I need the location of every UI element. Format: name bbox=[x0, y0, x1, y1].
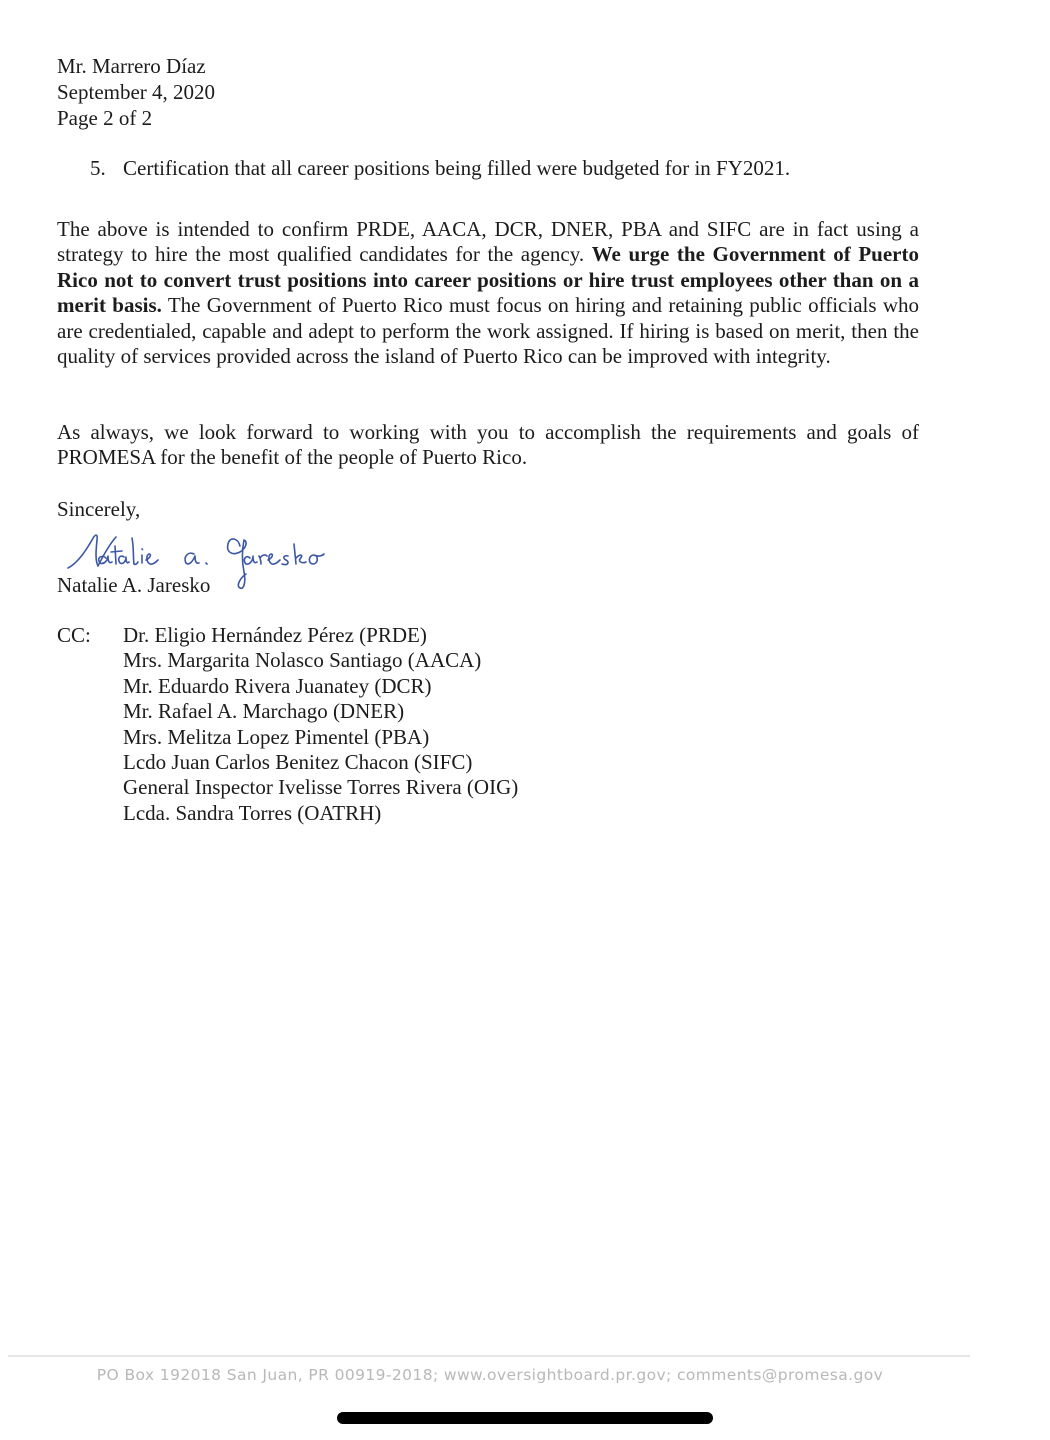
body-paragraph-1 bbox=[57, 217, 919, 369]
cc-recipient: Mr. Eduardo Rivera Juanatey (DCR) bbox=[123, 673, 432, 698]
paragraph1-intro: The above is intended to confirm PRDE, AACA, DCR, DNER, PBA and SIFC are in fact using a strategy to hire the most qualified candidates for the agency. bbox=[57, 217, 919, 267]
cc-recipient: Dr. Eligio Hernández Pérez (PRDE) bbox=[123, 623, 427, 647]
footer-contact-line: PO Box 192018 San Juan, PR 00919-2018; www.oversightboard.pr.gov; comments@promesa.gov bbox=[96, 1366, 884, 1384]
body-paragraph-2: As always, we look forward to working with you to accomplish the requirements and goals of PROMESA for the benefit of the people of Puerto Rico. bbox=[57, 420, 919, 470]
closing-salutation: Sincerely, bbox=[57, 497, 141, 521]
page-number: Page 2 of 2 bbox=[57, 106, 153, 130]
cc-recipient: Lcda. Sandra Torres (OATRH) bbox=[123, 800, 382, 825]
list-item-text: Certification that all career positions being filled were budgeted for in FY2021. bbox=[123, 156, 791, 180]
cc-recipient-list bbox=[123, 623, 518, 826]
letter-date: September 4, 2020 bbox=[57, 80, 216, 104]
footer-divider bbox=[8, 1355, 970, 1357]
cc-recipient: General Inspector Ivelisse Torres Rivera (OIG) bbox=[123, 775, 519, 800]
numbered-list-item bbox=[90, 155, 790, 181]
paragraph1-rest: The Government of Puerto Rico must focus on hiring and retaining public officials who are credentialed, capable and adept to perform the work assigned. If hiring is based on merit, then the quality of services provided across the island of Puerto Rico can be improved with integrity. bbox=[57, 293, 920, 369]
paragraph1-bold-statement: We urge the Government of Puerto Rico not to convert trust positions into career positions or hire trust employees other than on a merit basis. bbox=[57, 242, 919, 318]
letter-header bbox=[57, 53, 215, 131]
list-item-number: 5. bbox=[90, 156, 106, 180]
cc-recipient: Mrs. Melitza Lopez Pimentel (PBA) bbox=[123, 724, 430, 749]
signer-name: Natalie A. Jaresko bbox=[57, 573, 211, 597]
recipient-name: Mr. Marrero Díaz bbox=[57, 54, 206, 78]
cc-recipient: Mr. Rafael A. Marchago (DNER) bbox=[123, 699, 405, 724]
cc-label: CC: bbox=[57, 623, 91, 647]
cc-recipient: Lcdo Juan Carlos Benitez Chacon (SIFC) bbox=[123, 750, 473, 775]
cc-recipient: Mrs. Margarita Nolasco Santiago (AACA) bbox=[123, 648, 482, 673]
home-indicator-bar[interactable] bbox=[337, 1412, 713, 1424]
